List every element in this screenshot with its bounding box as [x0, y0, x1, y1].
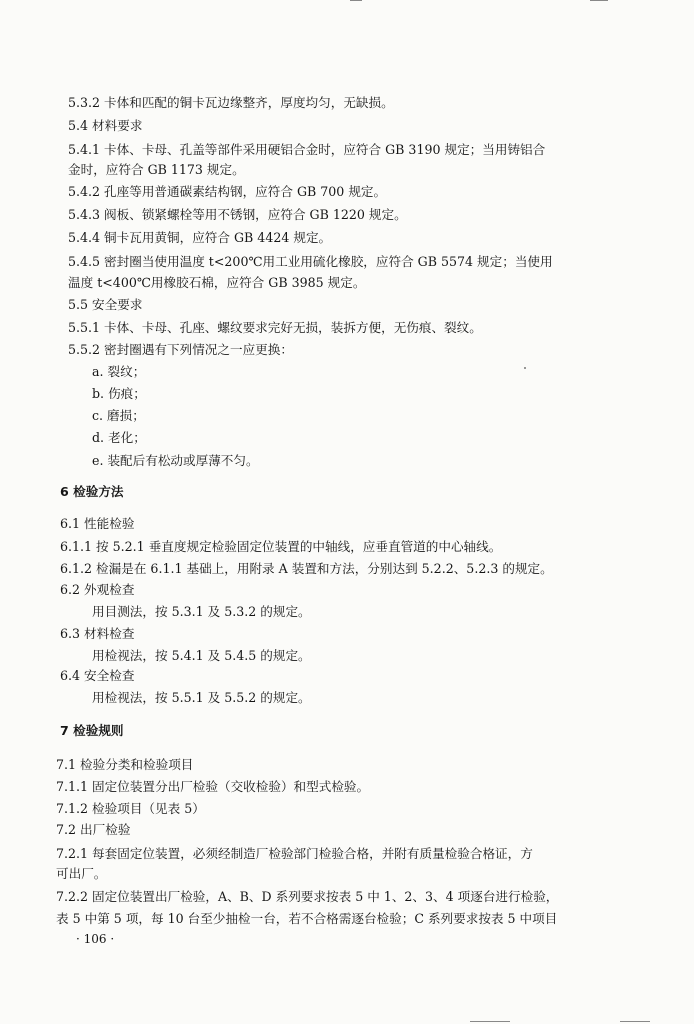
clause-7-1-2: 7.1.2 检验项目（见表 5） [56, 801, 205, 816]
list-item-b: b. 伤痕； [92, 386, 146, 401]
clause-6-1-2: 6.1.2 检漏是在 6.1.1 基础上，用附录 A 装置和方法，分别达到 5.2.2、5.2.3 的规定。 [60, 561, 553, 576]
clause-5-5-2: 5.5.2 密封圈遇有下列情况之一应更换： [68, 342, 293, 357]
list-item-e: e. 装配后有松动或厚薄不匀。 [92, 453, 259, 468]
clause-5-3-2: 5.3.2 卡体和匹配的铜卡瓦边缘整齐，厚度均匀，无缺损。 [68, 95, 394, 110]
clause-6-3: 6.3 材料检查 [60, 626, 135, 641]
clause-5-4: 5.4 材料要求 [68, 118, 143, 133]
page-number: · 106 · [76, 932, 115, 946]
clause-6-4: 6.4 安全检查 [60, 668, 135, 683]
scan-mark [470, 1021, 510, 1022]
clause-7-1-1: 7.1.1 固定位装置分出厂检验（交收检验）和型式检验。 [56, 779, 370, 794]
clause-5-4-1: 5.4.1 卡体、卡母、孔盖等部件采用硬铝合金时，应符合 GB 3190 规定；当用铸铝合 [68, 142, 546, 157]
scan-dot [524, 367, 526, 369]
list-item-c: c. 磨损； [92, 408, 145, 423]
clause-5-4-1-cont: 金时，应符合 GB 1173 规定。 [68, 162, 245, 177]
scan-mark [590, 0, 608, 1]
clause-7-2-2: 7.2.2 固定位装置出厂检验，A、B、D 系列要求按表 5 中 1、2、3、4 项逐台进行检验， [56, 889, 559, 904]
clause-7-2: 7.2 出厂检验 [56, 822, 131, 837]
clause-7-1: 7.1 检验分类和检验项目 [56, 757, 194, 772]
clause-6-4-text: 用检视法，按 5.5.1 及 5.5.2 的规定。 [92, 690, 311, 705]
clause-5-5-1: 5.5.1 卡体、卡母、孔座、螺纹要求完好无损，装拆方便，无伤痕、裂纹。 [68, 320, 482, 335]
list-item-a: a. 裂纹； [92, 364, 146, 379]
clause-7-2-2-cont: 表 5 中第 5 项，每 10 台至少抽检一台，若不合格需逐台检验；C 系列要求按表 5 中项目 [56, 911, 558, 926]
clause-5-4-4: 5.4.4 铜卡瓦用黄铜，应符合 GB 4424 规定。 [68, 230, 332, 245]
list-item-d: d. 老化； [92, 430, 146, 445]
clause-6-2-text: 用目测法，按 5.3.1 及 5.3.2 的规定。 [92, 604, 311, 619]
scan-mark [620, 1021, 650, 1022]
clause-5-5: 5.5 安全要求 [68, 297, 143, 312]
scan-mark [350, 0, 362, 1]
clause-5-4-5-cont: 温度 t<400℃用橡胶石棉，应符合 GB 3985 规定。 [68, 275, 366, 290]
clause-5-4-5: 5.4.5 密封圈当使用温度 t<200℃用工业用硫化橡胶，应符合 GB 5574 规定；当使用 [68, 254, 553, 269]
clause-5-4-2: 5.4.2 孔座等用普通碳素结构钢，应符合 GB 700 规定。 [68, 184, 387, 199]
section-6-heading: 6 检验方法 [60, 484, 124, 499]
section-7-heading: 7 检验规则 [60, 723, 124, 738]
clause-6-3-text: 用检视法，按 5.4.1 及 5.4.5 的规定。 [92, 648, 311, 663]
clause-6-1-1: 6.1.1 按 5.2.1 垂直度规定检验固定位装置的中轴线，应垂直管道的中心轴线。 [60, 539, 502, 554]
clause-5-4-3: 5.4.3 阀板、锁紧螺栓等用不锈钢，应符合 GB 1220 规定。 [68, 207, 407, 222]
clause-6-2: 6.2 外观检查 [60, 582, 135, 597]
clause-7-2-1: 7.2.1 每套固定位装置，必须经制造厂检验部门检验合格，并附有质量检验合格证，方 [56, 846, 533, 861]
clause-7-2-1-cont: 可出厂。 [56, 866, 107, 881]
clause-6-1: 6.1 性能检验 [60, 516, 135, 531]
